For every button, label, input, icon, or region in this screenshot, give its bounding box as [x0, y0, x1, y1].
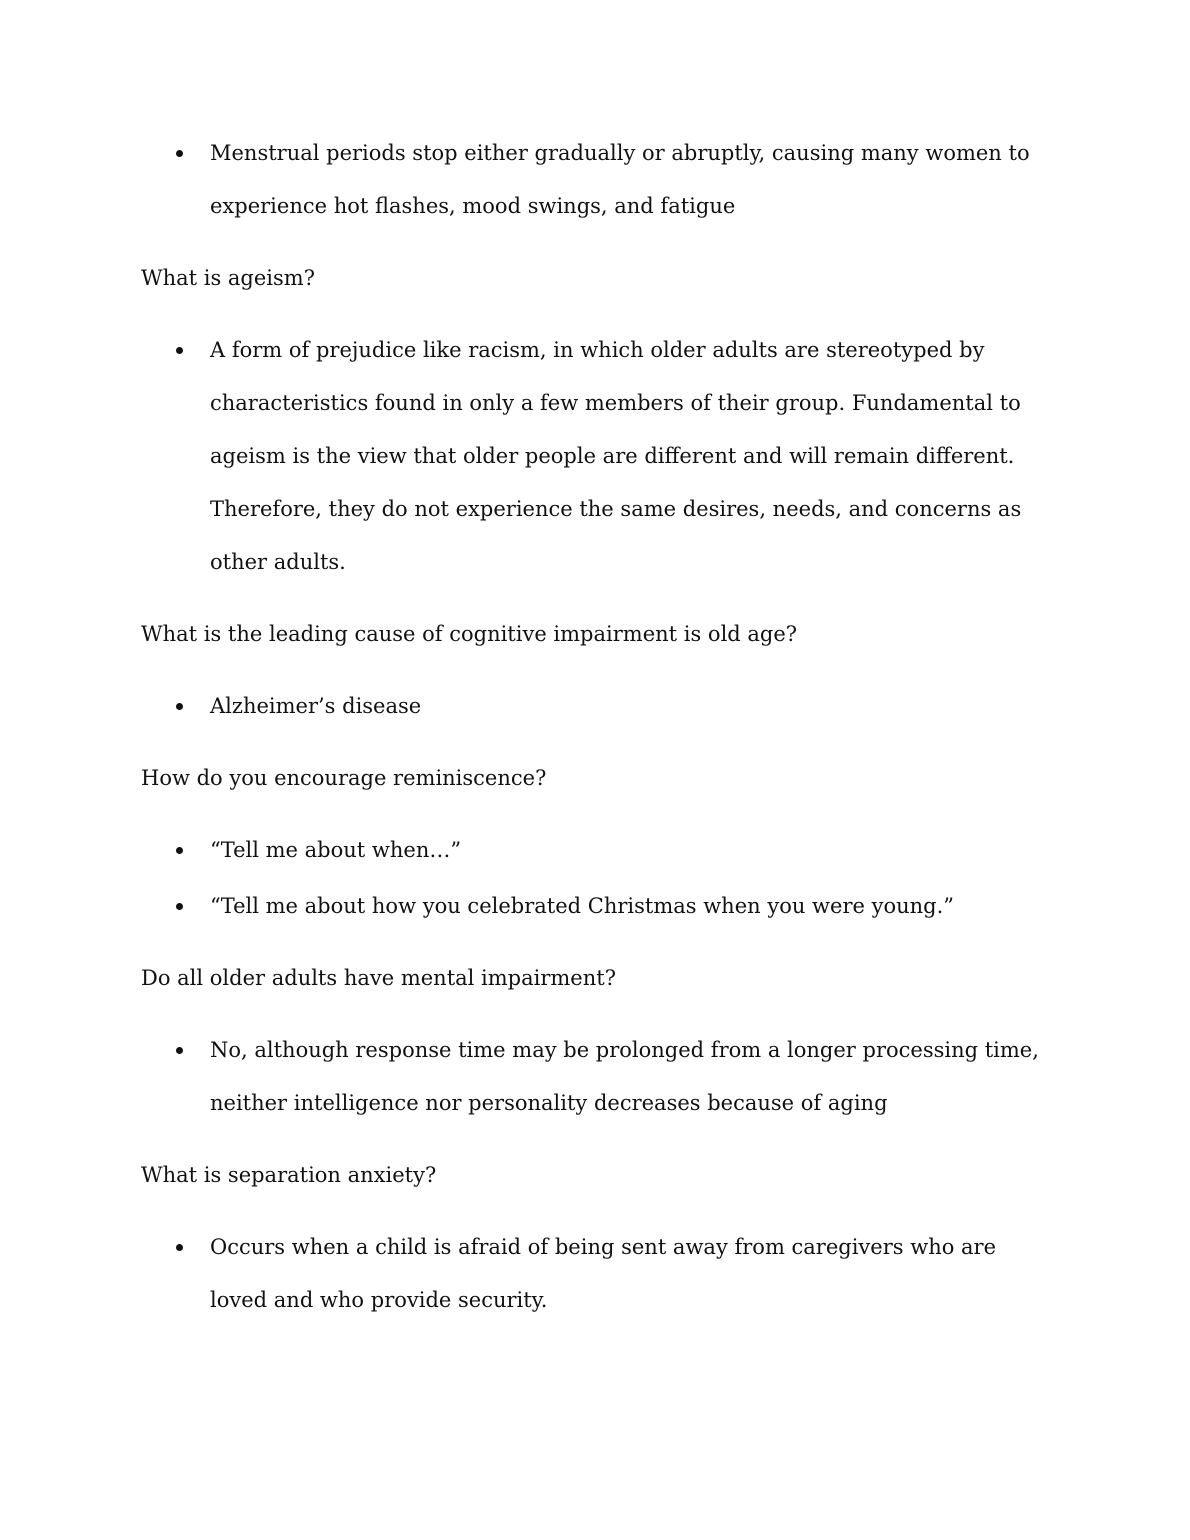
- bullet-item: [141, 1024, 1051, 1130]
- bullet-dot-icon: [176, 703, 183, 710]
- bullet-text: Alzheimer’s disease: [210, 694, 422, 718]
- question-heading: What is separation anxiety?: [141, 1163, 437, 1187]
- bullet-text: Occurs when a child is afraid of being sent away from caregivers who are loved and who provide security.: [210, 1235, 997, 1312]
- bullet-dot-icon: [176, 847, 183, 854]
- answer-list: [141, 824, 1051, 933]
- document-body: [141, 127, 1051, 1327]
- bullet-text: No, although response time may be prolonged from a longer processing time, neither intelligence nor personality decreases because of aging: [210, 1038, 1039, 1115]
- bullet-item: [141, 680, 1051, 733]
- bullet-dot-icon: [176, 903, 183, 910]
- qa-section-cognitive-impairment: [141, 608, 1051, 733]
- bullet-dot-icon: [176, 347, 183, 354]
- intro-bullet-list: [141, 127, 1051, 233]
- question-heading: What is the leading cause of cognitive impairment is old age?: [141, 622, 798, 646]
- bullet-text: “Tell me about how you celebrated Christmas when you were young.”: [210, 894, 954, 918]
- answer-list: [141, 1024, 1051, 1130]
- bullet-item: [141, 880, 1051, 933]
- bullet-item: [141, 824, 1051, 877]
- question-heading: What is ageism?: [141, 266, 315, 290]
- question-heading: Do all older adults have mental impairment?: [141, 966, 616, 990]
- question-heading: How do you encourage reminiscence?: [141, 766, 547, 790]
- answer-list: [141, 680, 1051, 733]
- bullet-dot-icon: [176, 1047, 183, 1054]
- bullet-text: “Tell me about when…”: [210, 838, 462, 862]
- bullet-text: Menstrual periods stop either gradually or abruptly, causing many women to experience hot flashes, mood swings, and fatigue: [210, 141, 1030, 218]
- bullet-text: A form of prejudice like racism, in which older adults are stereotyped by characteristics found in only a few members of their group. Fundamental to ageism is the view that older people are different and will remain different. Therefore, they do not experience the same desires, needs, and concerns as other adults.: [210, 338, 1022, 574]
- qa-section-ageism: [141, 252, 1051, 589]
- qa-section-mental-impairment: [141, 952, 1051, 1130]
- qa-section-reminiscence: [141, 752, 1051, 933]
- bullet-item: [141, 324, 1051, 589]
- answer-list: [141, 324, 1051, 589]
- bullet-dot-icon: [176, 1244, 183, 1251]
- answer-list: [141, 1221, 1051, 1327]
- bullet-dot-icon: [176, 150, 183, 157]
- bullet-item: [141, 1221, 1051, 1327]
- qa-section-separation-anxiety: [141, 1149, 1051, 1327]
- bullet-item: [141, 127, 1051, 233]
